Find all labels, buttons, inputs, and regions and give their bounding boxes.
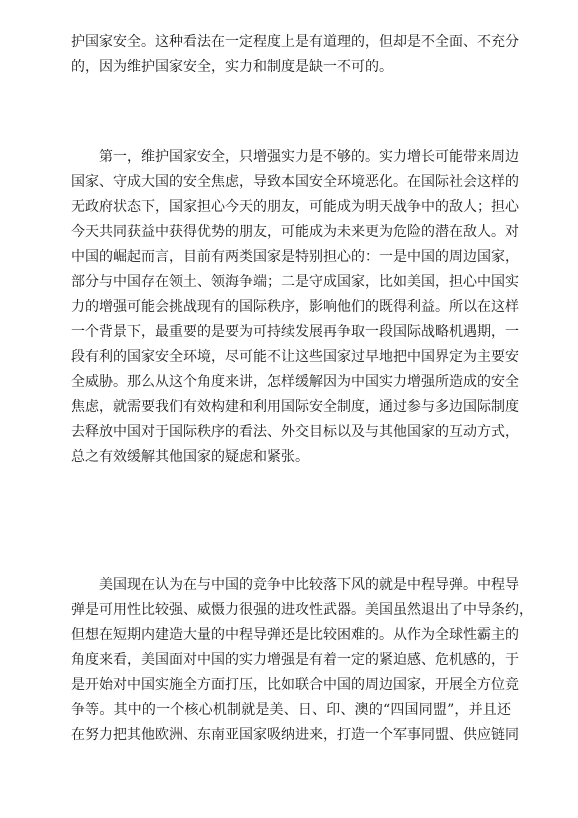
text-line: 段有利的国家安全环境，尽可能不让这些国家过早地把中国界定为主要安 [71,349,519,365]
text-line: 是开始对中国实施全方面打压，比如联合中国的周边国家，开展全方位竞 [71,677,519,693]
text-line: 全威胁。那么从这个角度来讲，怎样缓解因为中国实力增强所造成的安全 [71,374,519,390]
paragraph-1 [71,30,519,80]
text-line: 今天共同获益中获得优势的朋友，可能成为未来更为危险的潜在敌人。对 [71,224,519,240]
text-line: 在努力把其他欧洲、东南亚国家吸纳进来，打造一个军事同盟、供应链同 [71,727,519,743]
text-line: 无政府状态下，国家担心今天的朋友，可能成为明天战争中的敌人；担心 [71,199,519,215]
text-line: 争等。其中的一个核心机制就是美、日、印、澳的“四国同盟”，并且还 [71,702,511,718]
paragraph-3 [71,573,533,748]
text-line: 第一，维护国家安全，只增强实力是不够的。实力增长可能带来周边 [99,149,519,165]
text-line: 一个背景下，最重要的是要为可持续发展再争取一段国际战略机遇期，一 [71,324,519,340]
text-line: 美国现在认为在与中国的竞争中比较落下风的就是中程导弹。中程导 [99,577,519,593]
text-line: 护国家安全。这种看法在一定程度上是有道理的，但却是不全面、不充分 [71,34,519,50]
text-line: 角度来看，美国面对中国的实力增强是有着一定的紧迫感、危机感的，于 [71,652,519,668]
text-line: 力的增强可能会挑战现有的国际秩序，影响他们的既得利益。所以在这样 [71,299,519,315]
text-line: 焦虑，就需要我们有效构建和利用国际安全制度，通过参与多边国际制度 [71,399,519,415]
text-line: 弹是可用性比较强、威慑力很强的进攻性武器。美国虽然退出了中导条约， [71,602,533,618]
text-line: 部分与中国存在领土、领海争端；二是守成国家，比如美国，担心中国实 [71,274,519,290]
text-line: 中国的崛起而言，目前有两类国家是特别担心的：一是中国的周边国家， [71,249,519,265]
text-line: 总之有效缓解其他国家的疑虑和紧张。 [71,449,309,465]
text-line: 国家、守成大国的安全焦虑，导致本国安全环境恶化。在国际社会这样的 [71,174,519,190]
paragraph-2 [71,145,519,470]
text-line: 的，因为维护国家安全，实力和制度是缺一不可的。 [71,59,393,75]
text-line: 去释放中国对于国际秩序的看法、外交目标以及与其他国家的互动方式， [71,424,519,440]
text-line: 但想在短期内建造大量的中程导弹还是比较困难的。从作为全球性霸主的 [71,627,519,643]
